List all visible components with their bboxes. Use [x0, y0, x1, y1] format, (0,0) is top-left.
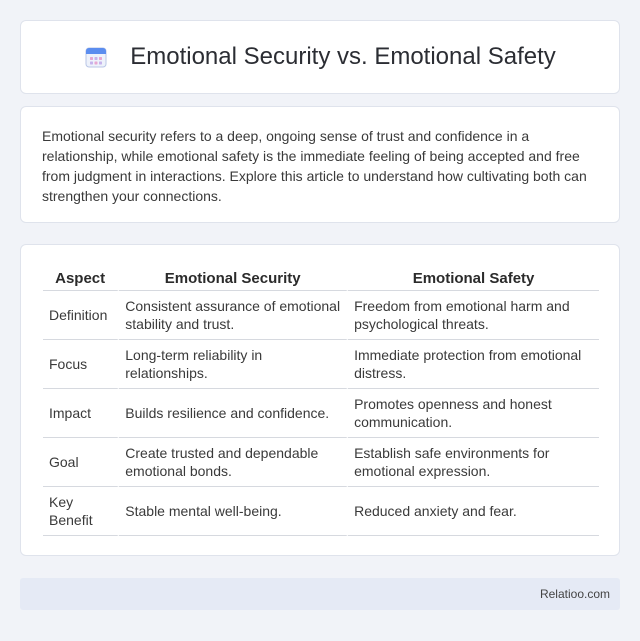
intro-text: Emotional security refers to a deep, ongoing sense of trust and confidence in a relationship, while emotional safety is the immediate feeling of being accepted and free from judgment in interactions. Explore this article to understand how cultivating both can strengthen your connections.	[42, 128, 587, 204]
row-safety: Establish safe environments for emotional expression.	[348, 438, 599, 487]
table-row	[43, 487, 599, 536]
row-aspect: Definition	[43, 291, 119, 340]
row-safety: Immediate protection from emotional distress.	[348, 340, 599, 389]
header-aspect: Aspect	[43, 269, 119, 291]
row-security: Builds resilience and confidence.	[119, 389, 348, 438]
header-safety: Emotional Safety	[348, 269, 599, 291]
row-safety: Freedom from emotional harm and psychological threats.	[348, 291, 599, 340]
comparison-card	[20, 244, 620, 556]
intro-card	[20, 106, 620, 223]
row-aspect: Impact	[43, 389, 119, 438]
footer-brand[interactable]: Relatioo.com	[539, 587, 610, 601]
footer-bar	[20, 578, 620, 610]
comparison-table	[43, 269, 599, 536]
row-aspect: Key Benefit	[43, 487, 119, 536]
title-wrap	[84, 43, 556, 71]
calendar-icon	[84, 45, 108, 69]
row-aspect: Focus	[43, 340, 119, 389]
table-row	[43, 389, 599, 438]
row-security: Create trusted and dependable emotional bonds.	[119, 438, 348, 487]
title-card	[20, 20, 620, 94]
table-row	[43, 340, 599, 389]
table-header-row	[43, 269, 599, 291]
row-aspect: Goal	[43, 438, 119, 487]
row-safety: Reduced anxiety and fear.	[348, 487, 599, 536]
row-safety: Promotes openness and honest communication.	[348, 389, 599, 438]
header-security: Emotional Security	[119, 269, 348, 291]
table-row	[43, 291, 599, 340]
page-title: Emotional Security vs. Emotional Safety	[130, 43, 556, 70]
row-security: Stable mental well-being.	[119, 487, 348, 536]
row-security: Long-term reliability in relationships.	[119, 340, 348, 389]
row-security: Consistent assurance of emotional stability and trust.	[119, 291, 348, 340]
table-row	[43, 438, 599, 487]
